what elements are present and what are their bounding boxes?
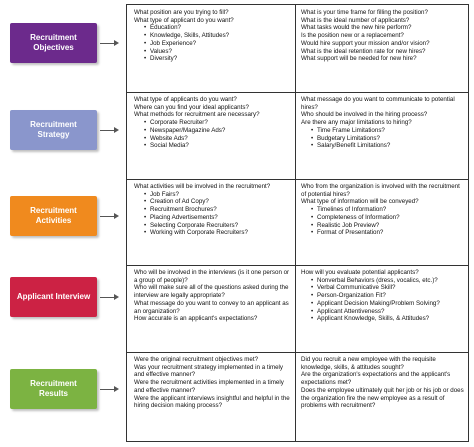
stage-label-text: Recruitment Results (30, 379, 77, 398)
bullet-item: • Nonverbal Behaviors (dress, vocalics, etc.)? (317, 277, 464, 285)
bullet-item: • Verbal Communicative Skill? (317, 284, 464, 292)
question-text: How accurate is an applicant's expectations? (134, 315, 258, 323)
bullet-item: • Applicant Attentiveness? (317, 308, 464, 316)
bullet-item: • Person-Organization Fit? (317, 292, 464, 300)
question-text: Who should be involved in the hiring process? (301, 111, 428, 119)
stage-label (10, 369, 97, 409)
arrow-icon (100, 130, 116, 131)
bullet-item: • Timelines of Information? (317, 206, 464, 214)
table-cell-right (301, 96, 464, 150)
stage-label-text: Recruitment Strategy (30, 120, 77, 139)
questions-table (126, 4, 469, 442)
question-text: What is the ideal retention rate for new hires? (301, 47, 426, 55)
question-text: Where can you find your ideal applicants? (134, 103, 249, 111)
question-text: Are there any major limitations to hiring? (301, 119, 412, 127)
bullet-item: • Corporate Recruiter? (150, 119, 290, 127)
question-text: What tasks would the new hire perform? (301, 24, 412, 32)
question-text: What methods for recruitment are necessary? (134, 111, 260, 119)
bullet-item: • Newspaper/Magazine Ads? (150, 127, 290, 135)
bullet-item: • Values? (150, 48, 290, 56)
table-cell-left (134, 96, 290, 150)
table-cell-right (301, 269, 464, 323)
question-text: Are the organization's expectations and the applicant's expectations met? (301, 371, 451, 387)
question-text: What type of information will be conveyed? (301, 198, 419, 206)
arrow-icon (100, 297, 116, 298)
arrow-icon (100, 389, 116, 390)
question-text: What message do you want to convey to an applicant as an organization? (134, 299, 289, 315)
stage-label-text: Recruitment Objectives (30, 33, 77, 52)
question-text: Who will be involved in the interviews (is it one person or a group of people)? (134, 269, 290, 284)
bullet-item: • Applicant Decision Making/Problem Solving? (317, 300, 464, 308)
bullet-item: • Education? (150, 24, 290, 32)
bullet-item: • Social Media? (150, 142, 290, 150)
table-cell-right (301, 183, 464, 237)
bullet-item: • Website Ads? (150, 135, 290, 143)
bullet-item: • Knowledge, Skills, Attitudes? (150, 32, 290, 40)
question-text: What activities will be involved in the recruitment? (134, 183, 271, 190)
column-divider (295, 5, 296, 441)
question-text: What type of applicant do you want? (134, 16, 234, 24)
question-text: What position are you trying to fill? (134, 9, 229, 16)
bullet-item: • Salary/Benefit Limitations? (317, 142, 464, 150)
question-text: Were the original recruitment objectives met? (134, 356, 259, 363)
bullet-item: • Selecting Corporate Recruiters? (150, 222, 290, 230)
question-text: What is your time frame for filling the position? (301, 9, 428, 16)
bullet-item: • Applicant Knowledge, Skills, & Attitudes? (317, 315, 464, 323)
stage-label (10, 23, 97, 63)
bullet-item: • Realistic Job Preview? (317, 222, 464, 230)
stage-label (10, 110, 97, 150)
question-text: Did you recruit a new employee with the requisite knowledge, skills, & attitudes sought? (301, 356, 436, 371)
table-cell-left (134, 269, 290, 323)
bullet-item: • Job Experience? (150, 40, 290, 48)
stage-label (10, 277, 97, 317)
bullet-item: • Placing Advertisements? (150, 214, 290, 222)
row-divider (127, 265, 468, 266)
bullet-item: • Recruitment Brochures? (150, 206, 290, 214)
stage-label-text: Applicant Interview (16, 292, 91, 301)
bullet-item: • Working with Corporate Recruiters? (150, 229, 290, 237)
table-cell-right (301, 9, 464, 63)
question-text: What support will be needed for new hire? (301, 55, 417, 63)
question-text: Who from the organization is involved with the recruitment of potential hires? (301, 183, 460, 198)
question-text: How will you evaluate potential applicants? (301, 269, 419, 276)
stage-label (10, 196, 97, 236)
bullet-item: • Completeness of Information? (317, 214, 464, 222)
bullet-item: • Diversity? (150, 55, 290, 63)
bullet-item: • Creation of Ad Copy? (150, 198, 290, 206)
row-divider (127, 92, 468, 93)
question-text: Would hire support your mission and/or vision? (301, 39, 430, 47)
table-cell-left (134, 183, 290, 237)
bullet-item: • Job Fairs? (150, 191, 290, 199)
row-divider (127, 352, 468, 353)
question-text: Is the position new or a replacement? (301, 32, 404, 40)
bullet-item: • Budgetary Limitations? (317, 135, 464, 143)
question-text: Were the recruitment activities implemented in a timely and effective manner? (134, 379, 284, 394)
question-text: Was your recruitment strategy implemented in a timely and effective manner? (134, 363, 284, 379)
question-text: What is the ideal number of applicants? (301, 16, 410, 24)
table-cell-left (134, 356, 290, 410)
question-text: Does the employee ultimately quit her job or his job or does the organization fire the new employee as a result of problems with recruitment? (301, 386, 464, 410)
arrow-icon (100, 216, 116, 217)
table-cell-right (301, 356, 464, 410)
question-text: What type of applicants do you want? (134, 96, 237, 103)
table-cell-left (134, 9, 290, 63)
question-text: Who will make sure all of the questions asked during the interview are legally appropriate? (134, 284, 289, 300)
question-text: What message do you want to communicate to potential hires? (301, 96, 455, 111)
question-text: Were the applicant interviews insightful and helpful in the hiring decision making process? (134, 394, 290, 410)
arrow-icon (100, 43, 116, 44)
row-divider (127, 179, 468, 180)
bullet-item: • Format of Presentation? (317, 229, 464, 237)
stage-label-text: Recruitment Activities (30, 206, 77, 225)
bullet-item: • Time Frame Limitations? (317, 127, 464, 135)
